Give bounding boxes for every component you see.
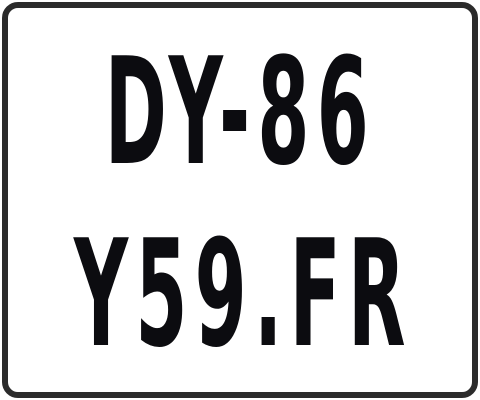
plate-line-2-text: Y59.FR xyxy=(73,207,413,381)
license-plate xyxy=(2,2,478,398)
plate-line-1 xyxy=(8,25,472,199)
plate-line-2 xyxy=(8,207,472,381)
plate-line-1-text: DY-86 xyxy=(104,25,376,199)
